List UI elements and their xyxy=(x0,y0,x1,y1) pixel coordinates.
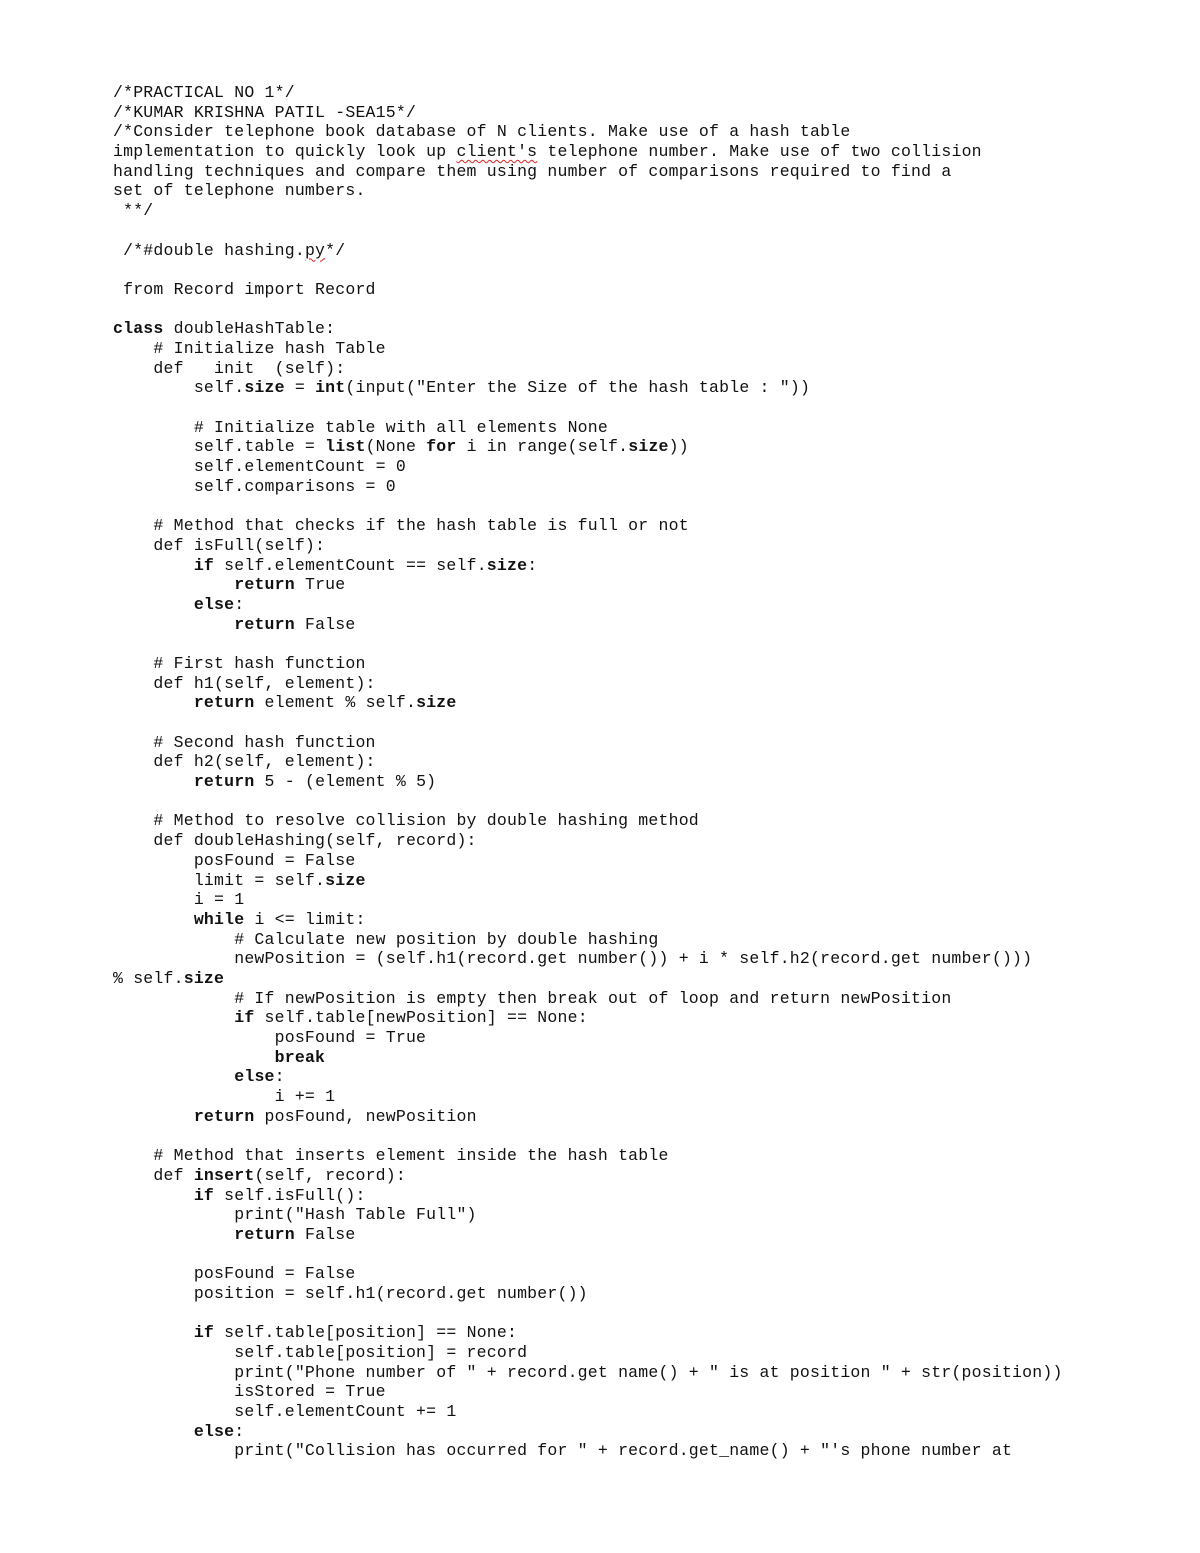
code-line xyxy=(113,181,1063,201)
code-line xyxy=(113,201,1063,221)
code-line xyxy=(113,811,1063,831)
code-text: # First hash function xyxy=(113,653,366,673)
code-text: self.comparisons = 0 xyxy=(113,476,396,496)
code-line xyxy=(113,615,1063,635)
code-text: def isFull(self): xyxy=(113,535,326,555)
code-text: self.table[newPosition] == None: xyxy=(254,1008,588,1028)
code-text: self.table[position] == None: xyxy=(214,1323,518,1343)
code-text: : xyxy=(234,1421,245,1441)
code-line xyxy=(113,930,1063,950)
code-text: /*KUMAR KRISHNA PATIL -SEA15*/ xyxy=(113,102,417,122)
code-text: posFound, newPosition xyxy=(254,1106,477,1126)
code-line xyxy=(113,398,1063,418)
spellcheck-flagged-word: client's xyxy=(456,142,538,162)
code-line xyxy=(113,516,1063,536)
code-keyword: break xyxy=(274,1047,326,1067)
code-line xyxy=(113,1225,1063,1245)
code-line xyxy=(113,300,1063,320)
code-text: from Record import Record xyxy=(113,279,376,299)
code-keyword: else xyxy=(193,1421,235,1441)
code-line xyxy=(113,792,1063,812)
code-line xyxy=(113,1264,1063,1284)
code-text: set of telephone numbers. xyxy=(113,181,366,201)
code-line xyxy=(113,752,1063,772)
code-keyword: for xyxy=(426,437,457,457)
code-text xyxy=(113,595,194,614)
code-text: : xyxy=(234,594,245,614)
code-text: # Initialize hash Table xyxy=(113,338,386,358)
code-line xyxy=(113,457,1063,477)
code-text: 5 - (element % 5) xyxy=(254,772,437,792)
code-keyword: size xyxy=(486,555,528,575)
code-keyword: return xyxy=(193,772,255,792)
code-text: element % self. xyxy=(254,693,417,713)
code-line xyxy=(113,1107,1063,1127)
code-keyword: while xyxy=(193,909,245,929)
code-line xyxy=(113,142,1063,162)
code-text: # Method that checks if the hash table is full or not xyxy=(113,516,689,536)
code-keyword: list xyxy=(325,437,366,457)
code-line xyxy=(113,772,1063,792)
code-line xyxy=(113,280,1063,300)
code-keyword: return xyxy=(234,614,295,634)
code-text: % self. xyxy=(113,968,184,988)
code-line xyxy=(113,536,1063,556)
code-text: (None xyxy=(365,437,427,457)
code-text: i = 1 xyxy=(113,890,245,910)
code-text xyxy=(113,1323,194,1342)
code-text: self.elementCount += 1 xyxy=(113,1402,457,1422)
code-keyword: size xyxy=(628,437,669,457)
code-line xyxy=(113,1186,1063,1206)
code-line xyxy=(113,496,1063,516)
code-line xyxy=(113,949,1063,969)
code-text: i in range(self. xyxy=(456,437,629,457)
code-text: doubleHashTable: xyxy=(163,319,336,339)
code-keyword: insert xyxy=(193,1165,255,1185)
code-line xyxy=(113,654,1063,674)
code-line xyxy=(113,910,1063,930)
code-text: posFound = False xyxy=(113,1264,356,1284)
code-text xyxy=(113,1422,194,1441)
code-text: # Calculate new position by double hashing xyxy=(113,929,659,949)
code-text: # Method that inserts element inside the hash table xyxy=(113,1146,669,1166)
code-keyword: size xyxy=(244,378,285,398)
code-keyword: size xyxy=(416,693,457,713)
code-line xyxy=(113,713,1063,733)
code-text: self.table[position] = record xyxy=(113,1343,528,1362)
code-line xyxy=(113,969,1063,989)
code-line xyxy=(113,831,1063,851)
code-text: newPosition = (self.h1(record.get number()) + i * self.h2(record.get number())) xyxy=(113,949,1033,969)
code-text: print("Collision has occurred for " + record.get_name() + "'s phone number at xyxy=(113,1441,1013,1461)
code-text: def h2(self, element): xyxy=(113,752,376,772)
code-text: False xyxy=(294,1224,356,1244)
code-text xyxy=(113,1107,194,1126)
code-text xyxy=(113,693,194,712)
code-text: i <= limit: xyxy=(244,909,366,929)
code-keyword: size xyxy=(183,968,225,988)
code-text: posFound = False xyxy=(113,850,356,870)
code-text: limit = self. xyxy=(113,870,326,890)
code-line xyxy=(113,989,1063,1009)
code-text: print("Phone number of " + record.get name() + " is at position " + str(position)) xyxy=(113,1362,1063,1382)
code-line xyxy=(113,693,1063,713)
code-text xyxy=(113,1048,275,1067)
code-text: /*#double hashing. xyxy=(113,240,305,260)
code-keyword: if xyxy=(234,1008,255,1028)
code-keyword: if xyxy=(193,1185,215,1205)
code-line xyxy=(113,575,1063,595)
code-text: self.isFull(): xyxy=(214,1185,366,1205)
code-line xyxy=(113,890,1063,910)
code-line xyxy=(113,733,1063,753)
code-line xyxy=(113,1422,1063,1442)
code-line xyxy=(113,241,1063,261)
code-text: self.elementCount == self. xyxy=(214,555,487,575)
code-line xyxy=(113,1126,1063,1146)
code-text: /*PRACTICAL NO 1*/ xyxy=(113,83,295,102)
code-text xyxy=(113,615,234,634)
code-line xyxy=(113,1146,1063,1166)
spellcheck-flagged-word: py xyxy=(304,240,326,260)
code-text: # If newPosition is empty then break out of loop and return newPosition xyxy=(113,988,952,1008)
code-text: def h1(self, element): xyxy=(113,673,376,693)
code-line xyxy=(113,1205,1063,1225)
code-text: posFound = True xyxy=(113,1028,427,1047)
code-line xyxy=(113,1402,1063,1422)
code-text: def xyxy=(113,1165,194,1185)
code-text: self. xyxy=(113,378,245,398)
code-text: # Second hash function xyxy=(113,732,376,752)
code-line xyxy=(113,162,1063,182)
code-line xyxy=(113,1323,1063,1343)
code-line xyxy=(113,437,1063,457)
code-keyword: if xyxy=(193,555,215,575)
code-line xyxy=(113,1441,1063,1461)
code-text: **/ xyxy=(113,201,154,221)
code-text: (input("Enter the Size of the hash table : ")) xyxy=(345,378,811,398)
code-line xyxy=(113,319,1063,339)
code-line xyxy=(113,634,1063,654)
code-line xyxy=(113,103,1063,123)
code-text: isStored = True xyxy=(113,1382,386,1402)
code-text: # Method to resolve collision by double hashing method xyxy=(113,811,699,831)
code-text: (self, record): xyxy=(254,1165,406,1185)
code-text xyxy=(113,575,234,594)
code-text: # Initialize table with all elements None xyxy=(113,417,608,437)
code-line xyxy=(113,477,1063,497)
code-text: /*Consider telephone book database of N clients. Make use of a hash table xyxy=(113,122,851,142)
code-text: telephone number. Make use of two collision xyxy=(537,142,982,162)
code-text: True xyxy=(294,575,346,595)
code-text: i += 1 xyxy=(113,1087,336,1107)
code-text: self.elementCount = 0 xyxy=(113,457,406,477)
code-text: print("Hash Table Full") xyxy=(113,1205,477,1225)
code-line xyxy=(113,1166,1063,1186)
code-text: False xyxy=(294,614,356,634)
code-line xyxy=(113,1284,1063,1304)
code-line xyxy=(113,1028,1063,1048)
code-line xyxy=(113,260,1063,280)
code-text xyxy=(113,772,194,791)
code-line xyxy=(113,339,1063,359)
code-text: )) xyxy=(668,437,689,457)
code-line xyxy=(113,1048,1063,1068)
code-keyword: int xyxy=(315,378,346,398)
code-line xyxy=(113,1067,1063,1087)
code-line xyxy=(113,1343,1063,1363)
code-line xyxy=(113,871,1063,891)
code-keyword: return xyxy=(234,1224,295,1244)
code-line xyxy=(113,556,1063,576)
code-line xyxy=(113,122,1063,142)
code-text xyxy=(113,1225,234,1244)
code-keyword: else xyxy=(193,594,235,614)
code-text xyxy=(113,1186,194,1205)
code-keyword: return xyxy=(193,693,255,713)
code-text: position = self.h1(record.get number()) xyxy=(113,1283,588,1303)
code-text: handling techniques and compare them using number of comparisons required to find a xyxy=(113,161,952,181)
code-keyword: return xyxy=(234,575,295,595)
code-keyword: return xyxy=(193,1106,255,1126)
code-text: def init (self): xyxy=(113,358,346,378)
code-keyword: class xyxy=(113,319,164,339)
code-text xyxy=(113,910,194,929)
code-keyword: else xyxy=(234,1067,275,1087)
code-text: */ xyxy=(325,240,346,260)
code-text xyxy=(113,1008,234,1027)
code-line xyxy=(113,595,1063,615)
code-text: = xyxy=(284,378,316,398)
code-text: : xyxy=(274,1067,285,1087)
code-line xyxy=(113,1008,1063,1028)
code-line xyxy=(113,221,1063,241)
code-text xyxy=(113,1067,234,1086)
code-text: self.table = xyxy=(113,437,326,457)
code-text: : xyxy=(527,555,538,575)
code-line xyxy=(113,1363,1063,1383)
code-text: implementation to quickly look up xyxy=(113,142,457,162)
code-line xyxy=(113,1245,1063,1265)
code-line xyxy=(113,674,1063,694)
code-line xyxy=(113,1382,1063,1402)
code-text: def doubleHashing(self, record): xyxy=(113,831,477,851)
code-line xyxy=(113,851,1063,871)
code-line xyxy=(113,1304,1063,1324)
code-keyword: if xyxy=(193,1323,215,1343)
code-line xyxy=(113,378,1063,398)
code-text xyxy=(113,556,194,575)
code-listing xyxy=(113,83,1063,1461)
code-line xyxy=(113,83,1063,103)
code-line xyxy=(113,359,1063,379)
code-keyword: size xyxy=(325,870,366,890)
code-line xyxy=(113,1087,1063,1107)
code-line xyxy=(113,418,1063,438)
